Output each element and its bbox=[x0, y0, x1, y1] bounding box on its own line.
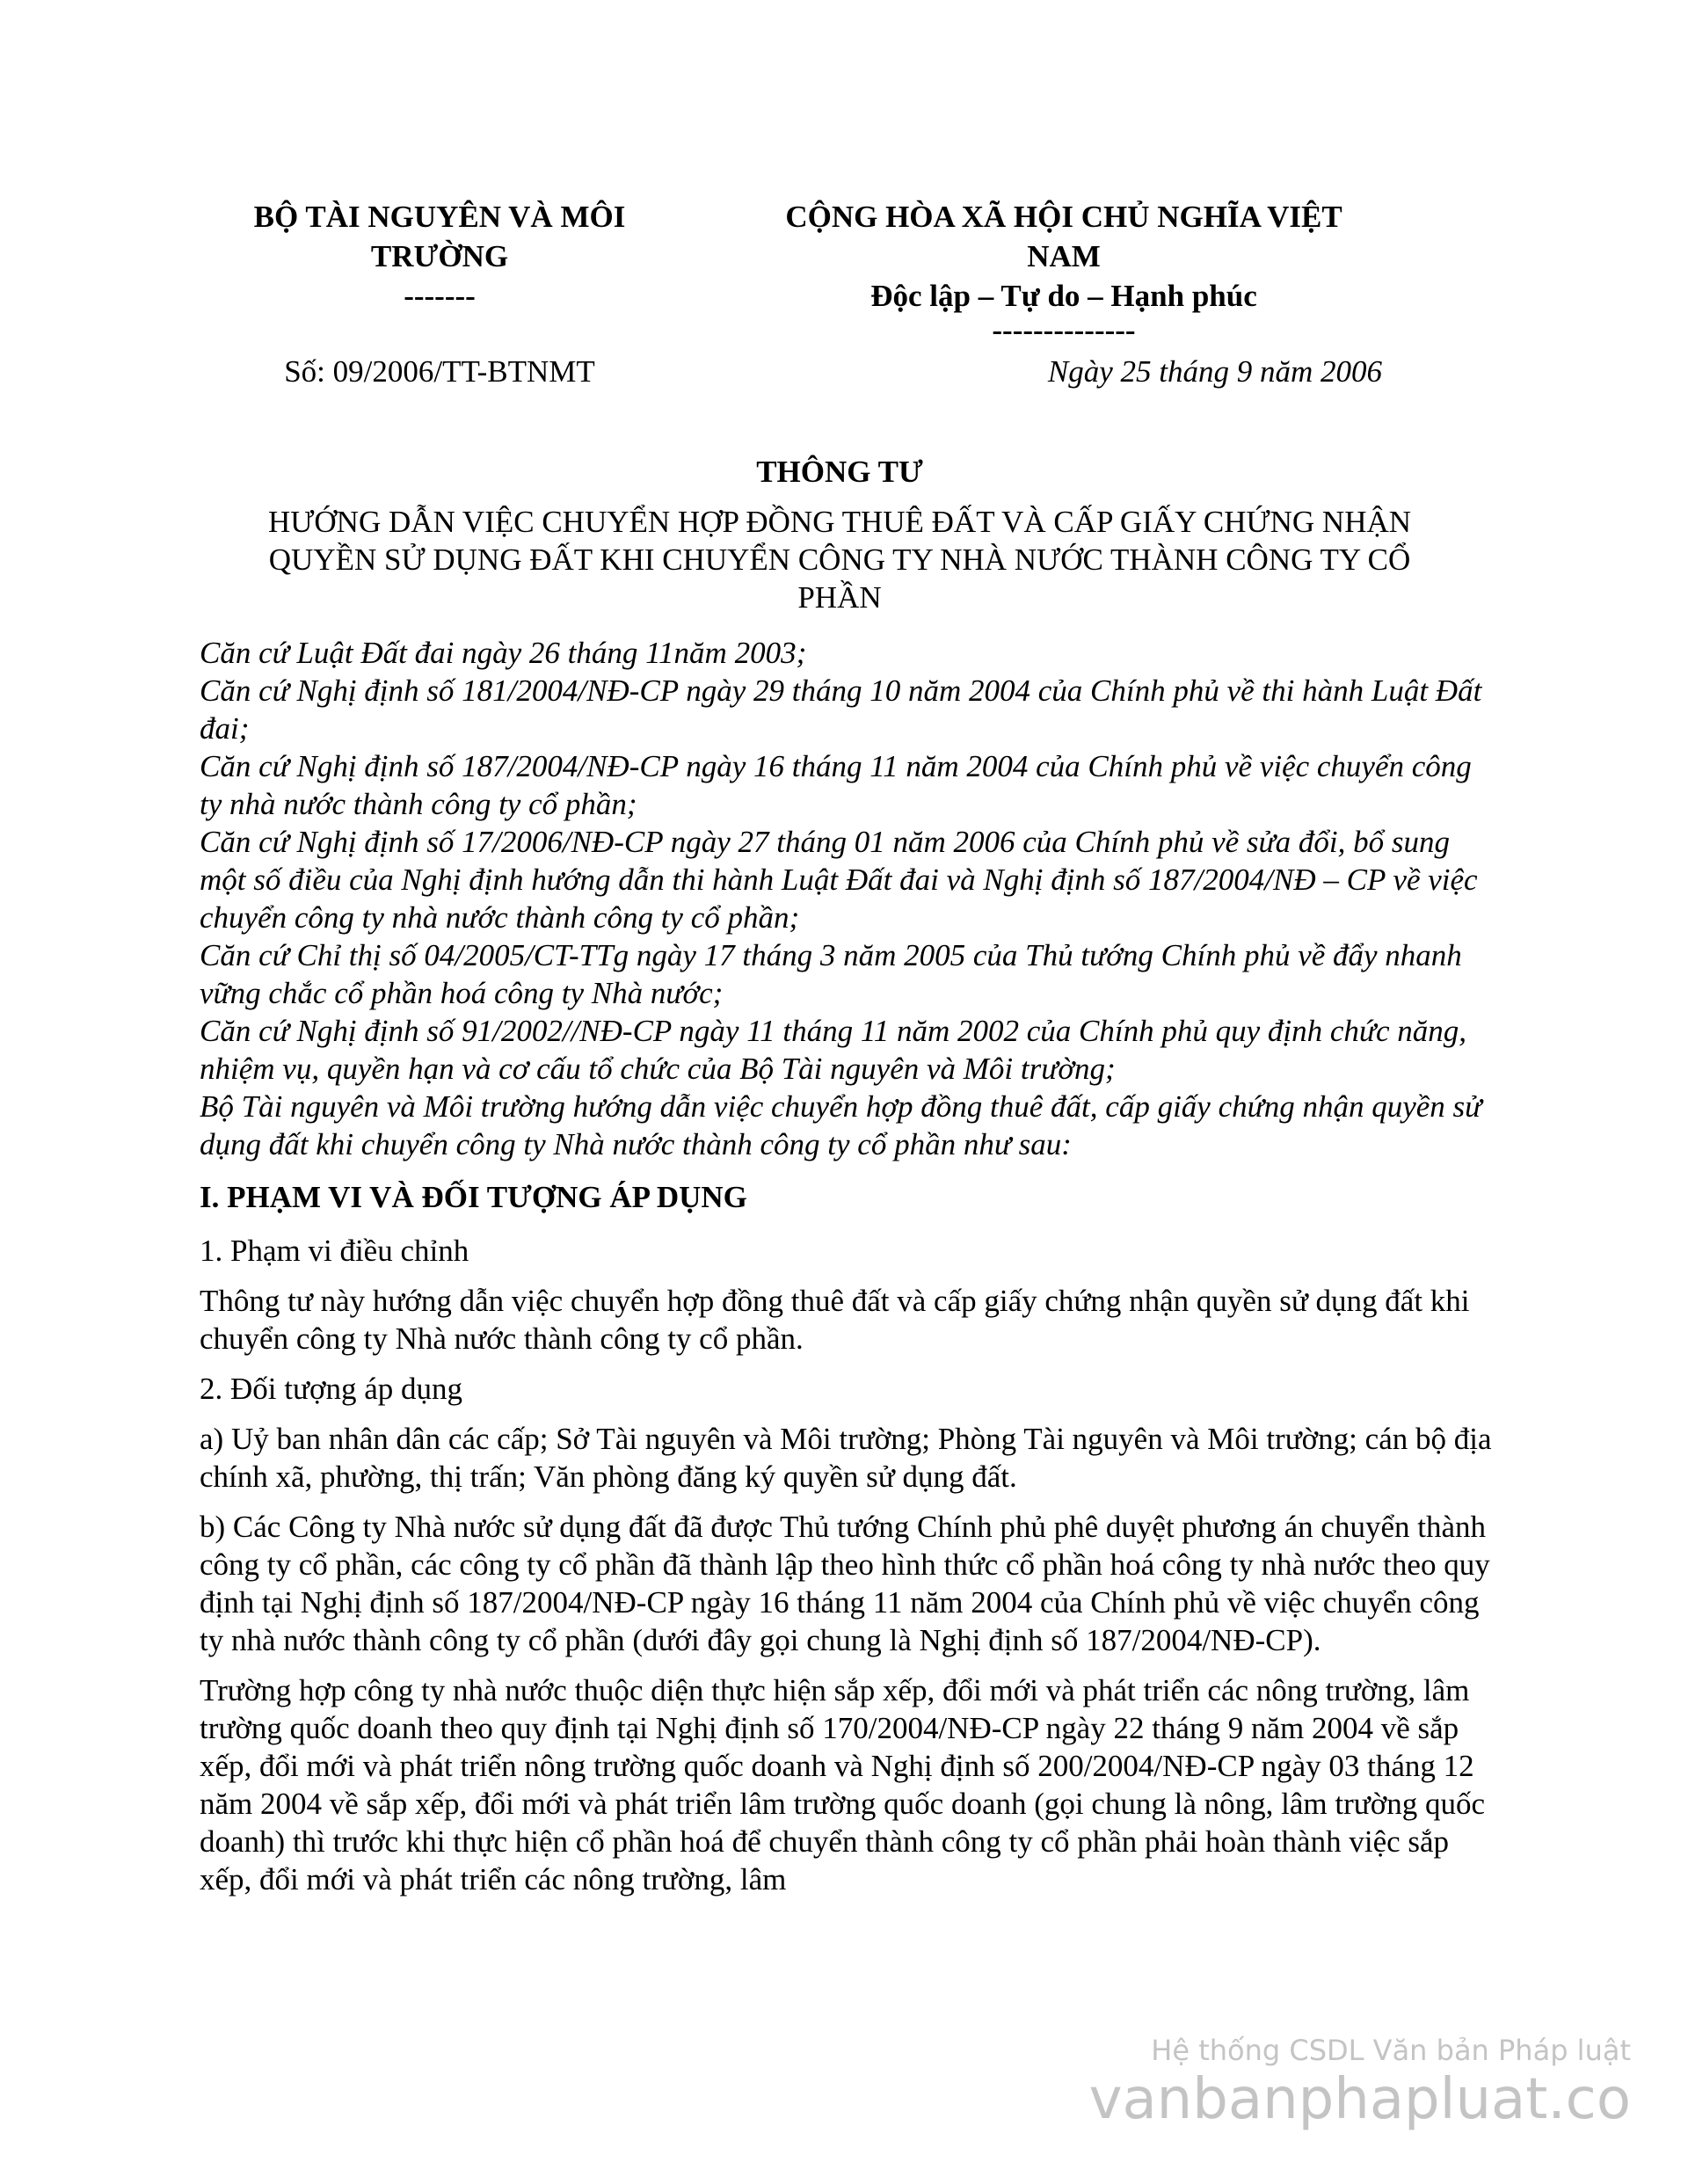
subtitle-line1: HƯỚNG DẪN VIỆC CHUYỂN HỢP ĐỒNG THUÊ ĐẤT VÀ CẤP GIẤY CHỨNG NHẬN bbox=[267, 505, 1412, 539]
agency-name-line1: BỘ TÀI NGUYÊN VÀ MÔI bbox=[253, 200, 626, 234]
agency-divider: ------- bbox=[404, 279, 476, 313]
item2-case: Trường hợp công ty nhà nước thuộc diện thực hiện sắp xếp, đổi mới và phát triển các nông trường, lâm trường quốc doanh theo quy định tại Nghị định số 170/2004/NĐ-CP ngày 22 tháng 9 năm 2004 về sắp xếp, đổi mới và phát triển nông trường quốc doanh và Nghị định số 200/2004/NĐ-CP ngày 03 tháng 12 năm 2004 về sắp xếp, đổi mới và phát triển lâm trường quốc doanh (gọi chung là nông, lâm trường quốc doanh) thì trước khi thực hiện cổ phần hoá để chuyển thành công ty cổ phần phải hoàn thành việc sắp xếp, đổi mới và phát triển các nông trường, lâm bbox=[200, 1673, 1486, 1896]
watermark bbox=[1089, 2033, 1631, 2131]
agency-header bbox=[220, 197, 659, 316]
subtitle-line3: PHẦN bbox=[797, 580, 882, 615]
basis-item: Căn cứ Nghị định số 181/2004/NĐ-CP ngày 29 tháng 10 năm 2004 của Chính phủ về thi hành Luật Đất đai; bbox=[200, 673, 1482, 746]
republic-name-line2: NAM bbox=[1027, 239, 1101, 273]
document-subtitle bbox=[193, 503, 1486, 616]
document-number: Số: 09/2006/TT-BTNMT bbox=[284, 354, 595, 389]
republic-name-line1: CỘNG HÒA XÃ HỘI CHỦ NGHĨA VIỆT bbox=[785, 200, 1342, 234]
document-date: Ngày 25 tháng 9 năm 2006 bbox=[1047, 354, 1382, 389]
item2-b: b) Các Công ty Nhà nước sử dụng đất đã được Thủ tướng Chính phủ phê duyệt phương án chuyển thành công ty cổ phần, các công ty cổ phần đã thành lập theo hình thức cổ phần hoá công ty nhà nước theo quy định tại Nghị định số 187/2004/NĐ-CP ngày 16 tháng 11 năm 2004 của Chính phủ về việc chuyển công ty nhà nước thành công ty cổ phần (dưới đây gọi chung là Nghị định số 187/2004/NĐ-CP). bbox=[200, 1510, 1490, 1657]
basis-item: Căn cứ Luật Đất đai ngày 26 tháng 11năm 2003; bbox=[200, 636, 807, 670]
watermark-site: vanbanphapluat.co bbox=[1088, 2067, 1631, 2132]
item2-a: a) Uỷ ban nhân dân các cấp; Sở Tài nguyên và Môi trường; Phòng Tài nguyên và Môi trường; cán bộ địa chính xã, phường, thị trấn; Văn phòng đăng ký quyền sử dụng đất. bbox=[200, 1422, 1492, 1494]
basis-item: Căn cứ Nghị định số 187/2004/NĐ-CP ngày 16 tháng 11 năm 2004 của Chính phủ về việc chuyển công ty nhà nước thành công ty cổ phần; bbox=[200, 749, 1472, 821]
legal-basis bbox=[200, 634, 1501, 1163]
document-body bbox=[200, 634, 1501, 1898]
basis-item: Căn cứ Nghị định số 17/2006/NĐ-CP ngày 27 tháng 01 năm 2006 của Chính phủ về sửa đổi, bổ sung một số điều của Nghị định hướng dẫn thi hành Luật Đất đai và Nghị định số 187/2004/NĐ – CP về việc chuyển công ty nhà nước thành công ty cổ phần; bbox=[200, 825, 1478, 935]
section-heading: I. PHẠM VI VÀ ĐỐI TƯỢNG ÁP DỤNG bbox=[200, 1180, 747, 1214]
document-title: THÔNG TƯ bbox=[756, 455, 923, 489]
basis-item: Căn cứ Nghị định số 91/2002//NĐ-CP ngày 11 tháng 11 năm 2002 của Chính phủ quy định chức năng, nhiệm vụ, quyền hạn và cơ cấu tổ chức của Bộ Tài nguyên và Môi trường; bbox=[200, 1014, 1467, 1086]
item1-title: 1. Phạm vi điều chỉnh bbox=[200, 1234, 469, 1268]
item2-title: 2. Đối tượng áp dụng bbox=[200, 1372, 462, 1406]
item1-text: Thông tư này hướng dẫn việc chuyển hợp đồng thuê đất và cấp giấy chứng nhận quyền sử dụng đất khi chuyển công ty Nhà nước thành công ty cổ phần. bbox=[200, 1284, 1470, 1356]
agency-name-line2: TRƯỜNG bbox=[370, 239, 509, 273]
watermark-tagline: Hệ thống CSDL Văn bản Pháp luật bbox=[1151, 2034, 1631, 2067]
basis-item: Bộ Tài nguyên và Môi trường hướng dẫn việc chuyển hợp đồng thuê đất, cấp giấy chứng nhận quyền sử dụng đất khi chuyển công ty Nhà nước thành công ty cổ phần như sau: bbox=[200, 1089, 1482, 1161]
basis-item: Căn cứ Chỉ thị số 04/2005/CT-TTg ngày 17 tháng 3 năm 2005 của Thủ tướng Chính phủ về đẩy nhanh vững chắc cổ phần hoá công ty Nhà nước; bbox=[200, 938, 1462, 1010]
motto-divider: -------------- bbox=[992, 313, 1136, 347]
national-motto: Độc lập – Tự do – Hạnh phúc bbox=[870, 279, 1257, 313]
republic-header bbox=[695, 197, 1433, 346]
subtitle-line2: QUYỀN SỬ DỤNG ĐẤT KHI CHUYỂN CÔNG TY NHÀ NƯỚC THÀNH CÔNG TY CỔ bbox=[268, 542, 1411, 577]
